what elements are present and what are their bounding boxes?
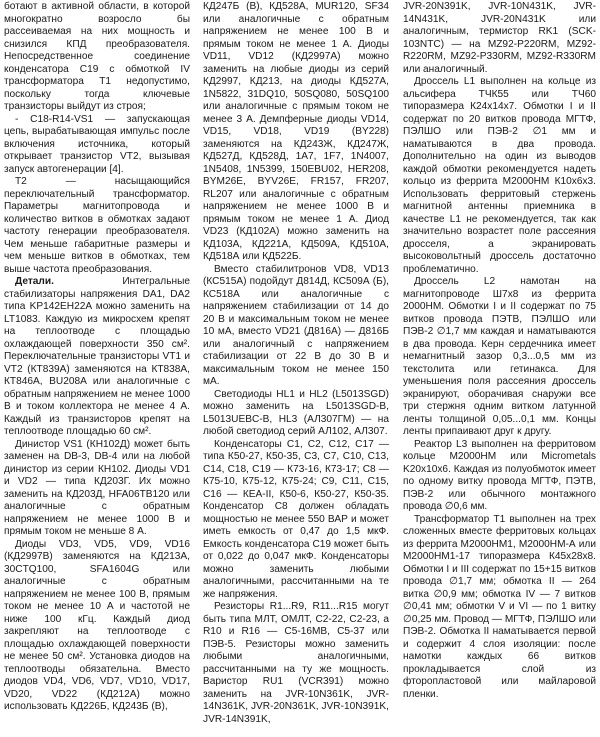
paragraph [4,114,190,177]
paragraph [203,601,389,726]
paragraph-text: Т2 — насыщающийся переключательный трансформатор. Параметры магнитопровода и количество витков в обмотках задают частоту генерации преобразователя. Чем меньше габаритные размеры и чем меньше витков в обмотках, тем выше частота преобразования. [4,176,190,275]
paragraph-text: Дроссель L2 намотан на магнитопроводе Ш7х8 из феррита 2000НМ. Обмотки I и II содержат по 75 витков провода ПЭТВ, ПЭЛШО или ПЭВ-2 ∅1,7 мм каждая и наматываются в два провода. Керн сердечника имеет немагнитный зазор 0,3...0,5 мм из текстолита или гетинакса. Для уменьшения поля рассеяния дроссель экранируют, оборачивая снаружи все три стержня одним витком латунной ленты толщиной 0,05...0,1 мм. Концы ленты припаивают друг к другу. [403,276,596,437]
text-column-2 [203,1,389,726]
paragraph [4,439,190,539]
paragraph [4,1,190,114]
paragraph-text: ботают в активной области, в которой многократно возросло бы рассеиваемая на них мощность и снизился КПД преобразователя. Непосредственное соединение конденсатора С19 с обмоткой IV трансформатора Т1 недопустимо, поскольку тогда ключевые транзисторы выйдут из строя; [4,1,190,112]
paragraph [403,76,596,276]
paragraph [403,276,596,439]
paragraph [203,389,389,439]
paragraph-text: Вместо стабилитронов VD8, VD13 (КС515А) подойдут Д814Д, КС509А (Б), КС518А или аналогичные с напряжением стабилизации от 14 до 20 В и максимальным током не менее 10 мА, вместо VD21 (Д816А) — Д816Б или аналогичный с напряжением стабилизации от 22 В до 30 В и максимальным током не менее 150 мА. [203,263,389,387]
paragraph-text: Дроссель L1 выполнен на кольце из альсифера ТЧК55 или ТЧ60 типоразмера К24х14х7. Обмотки I и II содержат по 20 витков провода МГТФ, ПЭЛШО или ПЭВ-2 ∅1 мм и наматываются в два провода. Дополнительно на один из выводов каждой обмотки рекомендуется надеть кольцо из феррита М2000НМ К10х6х3. Использовать ферритовый стержень магнитной антенны приемника в качестве L1 не рекомендуется, так как значительно возрастет поле рассеяния дросселя, а экранировать высоковольтный дроссель достаточно проблематично. [403,76,596,275]
paragraph [203,264,389,389]
paragraph-text: Интегральные стабилизаторы напряжения DA1, DA2 типа KP142EH22A можно заменить на LT1083. Каждую из микросхем крепят на теплоотводе с площадью охлаждающей поверхности 350 см². Переключательные транзисторы VT1 и VT2 (КТ839А) заменяются на КТ838А, КТ846А, BU208A или аналогичные с обратным напряжением не менее 1000 В и током коллектора не менее 4 А. Каждый из транзисторов крепят на теплоотводе площадью 60 см². [4,276,190,437]
paragraph [403,439,596,514]
text-column-1 [4,1,190,714]
paragraph-text: - C18-R14-VS1 — запускающая цепь, вырабатывающая импульс после включения источника, который открывает транзистор VT2, вызывая запуск автогенерации [4]. [4,113,190,175]
paragraph-text: Трансформатор Т1 выполнен на трех сложенных вместе ферритовых кольцах из феррита М2000НМ1, М2000НМ-А или М2000НМ1-17 типоразмера К45х28х8. Обмотки I и III содержат по 15+15 витков провода ∅1,7 мм; обмотка II — 264 витка ∅0,9 мм; обмотка IV — 7 витков ∅0,41 мм; обмотки V и VI — по 1 витку ∅0,25 мм. Провод — МГТФ, ПЭЛШО или ПЭВ-2. Обмотка II наматывается первой и содержит 4 слоя изоляции: после намотки каждых 66 витков прокладывается слой из фторопластовой или майларовой пленки. [403,513,596,700]
section-lead: Детали. [15,276,54,287]
paragraph [403,514,596,702]
paragraph-text: Динистор VS1 (КН102Д) может быть заменен на DB-3, DB-4 или на любой динистор из серии КН102. Диоды VD1 и VD2 — типа КД203Г. Их можно заменить на КД203Д, HFA06TB120 или аналогичные с обратным напряжением не менее 1000 В и прямым током не меньше 8 А. [4,438,190,537]
paragraph-text: Конденсаторы С1, С2, С12, С17 — типа К50-27, К50-35, С3, С7, С10, С13, С14, С18, С19 — К73-16, К73-17; С8 — К75-10, К75-12, К75-24; С9, С11, С15, С16 — КЕА-II, К50-6, К50-27, К50-35. Конденсатор С8 должен обладать мощностью не менее 550 ВАР и может иметь емкость от 0,47 до 1,5 мкФ. Емкость конденсатора С19 может быть от 0,022 до 0,047 мкФ. Конденсаторы можно заменить любыми аналогичными, рассчитанными на те же напряжения. [203,438,389,600]
paragraph [4,539,190,714]
text-column-3 [403,1,596,701]
paragraph-text: Светодиоды HL1 и HL2 (L5013SGD) можно заменить на L5013SGD-B, L5013UEBC-B, HL3 (АЛ307ГМ) — на любой светодиод серий АЛ102, АЛ307. [203,388,389,437]
paragraph [4,276,190,439]
paragraph [403,1,596,76]
paragraph [203,1,389,264]
paragraph-text: Резисторы R1...R9, R11...R15 могут быть типа МЛТ, ОМЛТ, С2-22, С2-23, а R10 и R16 — С5-16МВ, С5-37 или ПЭВ-5. Резисторы можно заменить любыми аналогичными, рассчитанными на ту же мощность. Варистор RU1 (VCR391) можно заменить на JVR-10N361K, JVR-14N361K, JVR-20N361K, JVR-10N391K, JVR-14N391K, [203,601,389,725]
paragraph [203,439,389,602]
paragraph-text: КД247Б (В), КД528А, MUR120, SF34 или аналогичные с обратным напряжением не менее 100 В и прямым током не менее 1 А. Диоды VD11, VD12 (КД2997А) можно заменить на любые диоды из серий КД2997, КД213, на диоды КД527А, 1N5822, 31DQ10, 50SQ080, 50SQ100 или аналогичные с прямым током не менее 3 А. Демпферные диоды VD14, VD15, VD18, VD19 (BY228) заменяются на КД243Ж, КД247Ж, КД527Д, КД528Д, 1А7, 1F7, 1N4007, 1N5408, 1N5399, 150EBU02, HER208, BYM26E, BYV26E, FR157, FR207, RL207 или аналогичные с обратным напряжением не менее 1000 В и прямым током не менее 1 А. Диод VD23 (КД102А) можно заменить на КД103А, КД221А, КД509А, КД510А, КД518А или КД522Б. [203,1,389,262]
paragraph-text: Диоды VD3, VD5, VD9, VD16 (КД2997В) заменяются на КД213А, 30CTQ100, SFA1604G или аналогичные с обратным напряжением не менее 100 В, прямым током не менее 10 А и частотой не ниже 100 кГц. Каждый диод закрепляют на теплоотводе с площадью охлаждающей поверхности не менее 50 см². Установка диодов на теплоотводы обязательна. Вместо диодов VD4, VD6, VD7, VD10, VD17, VD20, VD22 (КД212А) можно использовать КД226Б, КД243Б (В), [4,538,190,712]
paragraph [4,176,190,276]
paragraph-text: JVR-20N391K, JVR-10N431K, JVR-14N431K, JVR-20N431K или аналогичным, термистор RK1 (SCK-103NTC) — на MZ92-P220RM, MZ92-R220RM, MZ92-P330RM, MZ92-R330RM или аналогичный. [403,1,596,75]
paragraph-text: Реактор L3 выполнен на ферритовом кольце М2000НМ или Micrometals K20х10х6. Каждая из полуобмоток имеет по одному витку провода МГТФ, ПЭТВ, ПЭВ-2 или обычного монтажного провода ∅0,6 мм. [403,438,596,512]
